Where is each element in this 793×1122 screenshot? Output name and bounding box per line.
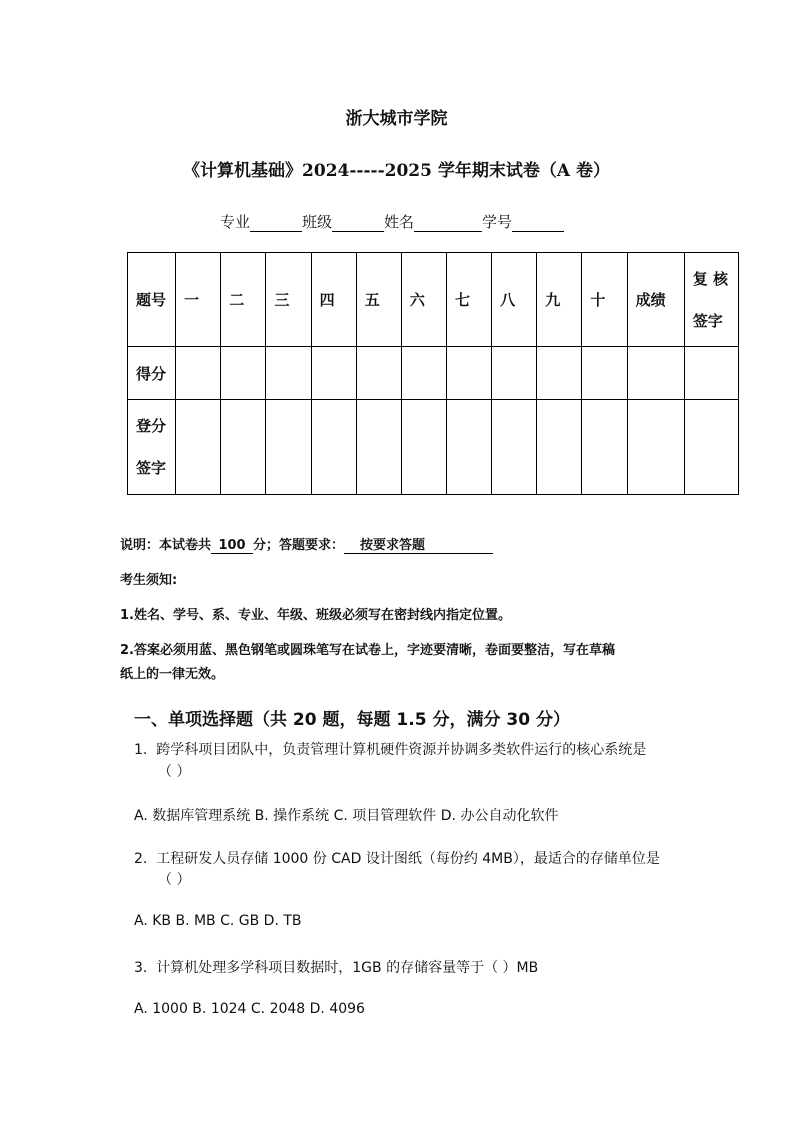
signer-cell[interactable] (492, 400, 537, 495)
score-cell[interactable] (266, 347, 311, 400)
student-info-line (220, 211, 564, 232)
signer-cell[interactable] (537, 400, 582, 495)
score-cell[interactable] (582, 347, 627, 400)
question-3-options: A. 1000 B. 1024 C. 2048 D. 4096 (134, 1001, 365, 1017)
score-cell[interactable] (176, 347, 221, 400)
signer-cell[interactable] (627, 400, 684, 495)
exam-title: 《计算机基础》2024-----2025 学年期末试卷（A 卷） (183, 161, 610, 181)
exam-description (120, 534, 493, 554)
score-row-label: 得分 (128, 347, 176, 400)
table-header-row (128, 253, 739, 347)
question-3 (134, 957, 538, 977)
question-2 (134, 848, 660, 868)
total-score-label: 成绩 (627, 253, 684, 347)
signer-cell[interactable] (582, 400, 627, 495)
signer-cell[interactable] (356, 400, 401, 495)
score-cell[interactable] (684, 347, 738, 400)
signer-cell[interactable] (447, 400, 492, 495)
score-table (127, 252, 739, 495)
column-header: 五 (356, 253, 401, 347)
score-cell[interactable] (401, 347, 446, 400)
class-label: 班级 (302, 213, 333, 231)
notice-rule-2-line1: 2.答案必须用蓝、黑色钢笔或圆珠笔写在试卷上，字迹要清晰，卷面要整洁，写在草稿 (120, 643, 615, 658)
column-header: 六 (401, 253, 446, 347)
signer-cell[interactable] (311, 400, 356, 495)
score-row (128, 347, 739, 400)
score-cell[interactable] (311, 347, 356, 400)
desc-prefix: 说明：本试卷共 (120, 538, 212, 553)
student-id-blank[interactable] (512, 215, 564, 232)
question-1-options: A. 数据库管理系统 B. 操作系统 C. 项目管理软件 D. 办公自动化软件 (134, 808, 559, 824)
total-points: 100 (211, 538, 253, 554)
class-blank[interactable] (332, 215, 384, 232)
school-name: 浙大城市学院 (345, 109, 448, 129)
question-number-label: 题号 (128, 253, 176, 347)
signer-row-label (128, 400, 176, 495)
score-cell[interactable] (447, 347, 492, 400)
section-title: 一、单项选择题（共 20 题，每题 1.5 分，满分 30 分） (134, 710, 570, 730)
question-number: 1. (134, 742, 148, 758)
signer-cell[interactable] (176, 400, 221, 495)
question-1-blank: （ ） (158, 764, 191, 780)
column-header: 三 (266, 253, 311, 347)
major-label: 专业 (220, 213, 251, 231)
signer-row (128, 400, 739, 495)
score-cell[interactable] (356, 347, 401, 400)
signer-label-line1: 登分 (136, 417, 167, 435)
notice-rule-2-line2: 纸上的一律无效。 (120, 667, 225, 682)
review-label-line1: 复 核 (692, 269, 728, 288)
column-header: 四 (311, 253, 356, 347)
question-2-options: A. KB B. MB C. GB D. TB (134, 913, 302, 929)
question-2-blank: （ ） (158, 872, 191, 888)
answer-requirement: 按要求答题 (344, 534, 493, 554)
column-header: 九 (537, 253, 582, 347)
signer-label-line2: 签字 (136, 459, 167, 477)
signer-cell[interactable] (684, 400, 738, 495)
signer-cell[interactable] (401, 400, 446, 495)
major-blank[interactable] (250, 215, 302, 232)
score-cell[interactable] (492, 347, 537, 400)
desc-mid: 分；答题要求： (253, 538, 345, 553)
student-id-label: 学号 (482, 213, 513, 231)
score-cell[interactable] (221, 347, 266, 400)
column-header: 二 (221, 253, 266, 347)
review-label-line2: 签字 (692, 311, 723, 330)
question-1 (134, 739, 646, 759)
signer-cell[interactable] (266, 400, 311, 495)
question-text: 跨学科项目团队中，负责管理计算机硬件资源并协调多类软件运行的核心系统是 (156, 742, 647, 758)
signer-cell[interactable] (221, 400, 266, 495)
question-text: 计算机处理多学科项目数据时，1GB 的存储容量等于（ ）MB (156, 960, 539, 976)
review-signature-label (684, 253, 738, 347)
score-cell[interactable] (537, 347, 582, 400)
question-text: 工程研发人员存储 1000 份 CAD 设计图纸（每份约 4MB），最适合的存储单位是 (156, 851, 660, 867)
column-header: 七 (447, 253, 492, 347)
question-number: 3. (134, 960, 148, 976)
notice-rule-1: 1.姓名、学号、系、专业、年级、班级必须写在密封线内指定位置。 (120, 608, 511, 623)
column-header: 一 (176, 253, 221, 347)
name-label: 姓名 (384, 213, 415, 231)
score-cell[interactable] (627, 347, 684, 400)
name-blank[interactable] (414, 215, 482, 232)
column-header: 八 (492, 253, 537, 347)
notice-title: 考生须知: (120, 573, 178, 588)
column-header: 十 (582, 253, 627, 347)
question-number: 2. (134, 851, 148, 867)
